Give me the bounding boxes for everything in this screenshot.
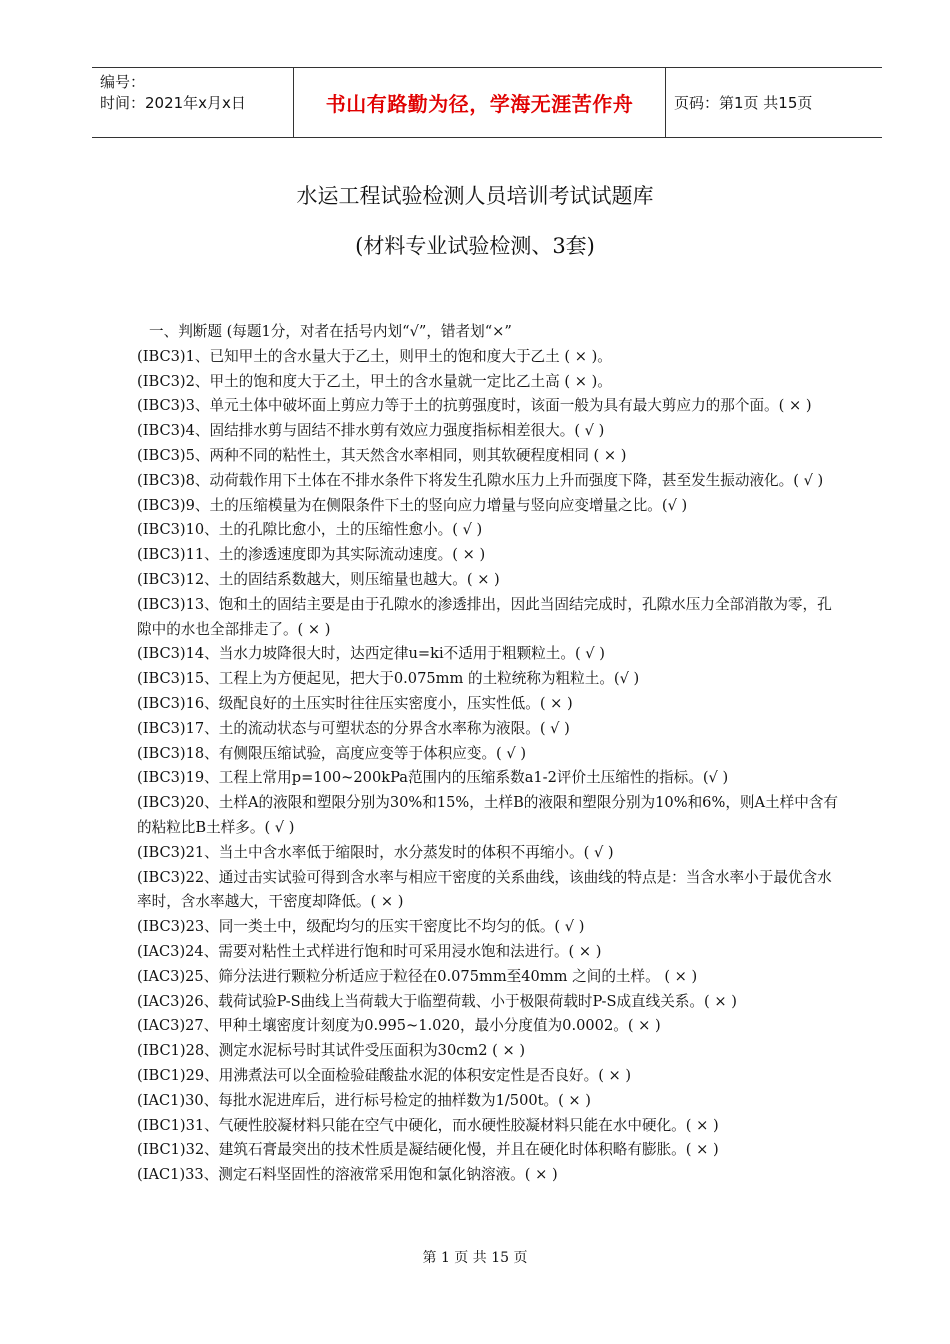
document-number: 编号： (100, 73, 146, 91)
header-meta (92, 68, 293, 137)
question-item: (IBC3)23、同一类土中，级配均匀的压实干密度比不均匀的低。( √ ) (137, 918, 585, 936)
question-item: (IBC3)18、有侧限压缩试验，高度应变等于体积应变。( √ ) (137, 744, 527, 762)
question-item: (IAC3)25、筛分法进行颗粒分析适应于粒径在0.075mm至40mm 之间的土样。 ( × ) (137, 967, 698, 985)
question-item: (IBC3)9、土的压缩模量为在侧限条件下土的竖向应力增量与竖向应变增量之比。(√ ) (137, 496, 688, 514)
question-item: (IAC1)30、每批水泥进库后，进行标号检定的抽样数为1/500t。( × ) (137, 1091, 591, 1109)
document-subtitle: (材料专业试验检测、3套) (355, 234, 595, 258)
question-item: (IBC3)19、工程上常用p=100~200kPa范围内的压缩系数a1-2评价土压缩性的指标。(√ ) (137, 769, 729, 787)
question-item: (IBC3)2、甲土的饱和度大于乙土，甲土的含水量就一定比乙土高 ( × )。 (137, 372, 612, 390)
question-list (137, 320, 841, 1188)
header-page-number: 页码：第1页 共15页 (674, 94, 813, 112)
header-motto: 书山有路勤为径，学海无涯苦作舟 (293, 68, 666, 137)
question-item: (IBC3)5、两种不同的粘性土，其天然含水率相同，则其软硬程度相同 ( × ) (137, 446, 627, 464)
question-item: (IBC3)17、土的流动状态与可塑状态的分界含水率称为液限。( √ ) (137, 719, 570, 737)
question-item: (IBC3)11、土的渗透速度即为其实际流动速度。( × ) (137, 546, 486, 564)
document-time: 时间：2021年x月x日 (100, 94, 246, 112)
question-item: (IAC3)24、需要对粘性土式样进行饱和时可采用浸水饱和法进行。( × ) (137, 942, 602, 960)
question-item: (IBC3)4、固结排水剪与固结不排水剪有效应力强度指标相差很大。( √ ) (137, 422, 605, 440)
question-item: (IBC3)15、工程上为方便起见，把大于0.075mm 的土粒统称为粗粒土。(√ ) (137, 670, 640, 688)
question-item: (IBC3)3、单元土体中破坏面上剪应力等于土的抗剪强度时，该面一般为具有最大剪应力的那个面。( × ) (137, 397, 812, 415)
question-item: (IBC1)28、测定水泥标号时其试件受压面积为30cm2 ( × ) (137, 1042, 526, 1060)
question-item: (IBC3)8、动荷载作用下土体在不排水条件下将发生孔隙水压力上升而强度下降，甚至发生振动液化。( √ ) (137, 471, 824, 489)
question-item: (IBC3)20、土样A的液限和塑限分别为30%和15%，土样B的液限和塑限分别为10%和6%，则A土样中含有的粘粒比B土样多。( √ ) (137, 794, 839, 836)
question-item: (IBC3)14、当水力坡降很大时，达西定律u=ki不适用于粗颗粒土。( √ ) (137, 645, 605, 663)
page-footer: 第 1 页 共 15 页 (422, 1250, 528, 1266)
question-item: (IAC3)26、载荷试验P-S曲线上当荷载大于临塑荷载、小于极限荷载时P-S成直线关系。( × ) (137, 992, 737, 1010)
question-item: (IBC3)16、级配良好的土压实时往往压实密度小，压实性低。( × ) (137, 694, 573, 712)
question-item: (IBC1)29、用沸煮法可以全面检验硅酸盐水泥的体积安定性是否良好。( × ) (137, 1066, 632, 1084)
question-item: (IBC3)22、通过击实试验可得到含水率与相应干密度的关系曲线，该曲线的特点是：当含水率小于最优含水率时，含水率越大，干密度却降低。( × ) (137, 868, 832, 911)
question-item: (IBC3)10、土的孔隙比愈小，土的压缩性愈小。( √ ) (137, 521, 483, 539)
question-item: (IBC1)31、气硬性胶凝材料只能在空气中硬化，而水硬性胶凝材料只能在水中硬化。( × ) (137, 1116, 719, 1134)
question-item: (IBC3)13、饱和土的固结主要是由于孔隙水的渗透排出，因此当固结完成时，孔隙水压力全部消散为零，孔隙中的水也全部排走了。( × ) (137, 595, 832, 638)
question-item: (IAC3)27、甲种土壤密度计刻度为0.995~1.020，最小分度值为0.0002。( × ) (137, 1017, 661, 1035)
question-item: (IAC1)33、测定石料坚固性的溶液常采用饱和氯化钠溶液。( × ) (137, 1166, 558, 1184)
section-intro: 一、判断题 (每题1分，对者在括号内划“√”，错者划“×” (149, 323, 512, 340)
document-title: 水运工程试验检测人员培训考试试题库 (296, 184, 654, 208)
question-item: (IBC3)21、当土中含水率低于缩限时，水分蒸发时的体积不再缩小。( √ ) (137, 843, 614, 861)
question-item: (IBC3)1、已知甲土的含水量大于乙土，则甲土的饱和度大于乙土 ( × )。 (137, 347, 612, 365)
page-header (92, 67, 882, 138)
question-item: (IBC3)12、土的固结系数越大，则压缩量也越大。( × ) (137, 570, 500, 588)
question-item: (IBC1)32、建筑石膏最突出的技术性质是凝结硬化慢，并且在硬化时体积略有膨胀。( × ) (137, 1141, 719, 1159)
